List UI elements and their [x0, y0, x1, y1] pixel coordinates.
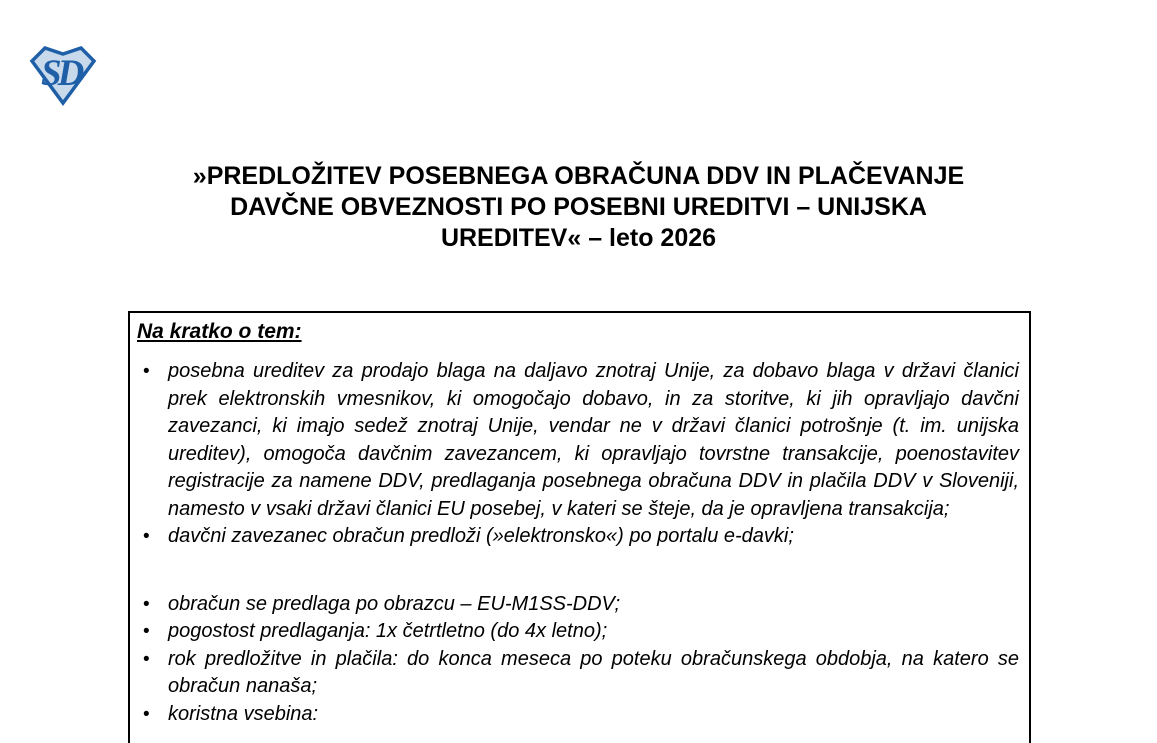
- bullet-icon: •: [143, 648, 150, 670]
- bullet-text: obračun se predlaga po obrazcu – EU-M1SS-DDV;: [168, 592, 621, 615]
- list-item: [137, 358, 1019, 523]
- bullet-text: rok predložitve in plačila: do konca meseca po poteku obračunskega obdobja, na katero se obračun nanaša;: [168, 647, 1019, 697]
- sd-shield-logo: [29, 45, 97, 107]
- bullet-icon: •: [143, 621, 150, 642]
- bullet-text: davčni zavezanec obračun predloži (»elektronsko«) po portalu e-davki;: [168, 525, 794, 547]
- svg-text:SD: SD: [41, 53, 81, 94]
- bullet-icon: •: [143, 593, 150, 615]
- bullet-icon: •: [143, 361, 150, 382]
- summary-box: [128, 311, 1031, 743]
- bullet-text: pogostost predlaganja: 1x četrtletno (do 4x letno);: [168, 620, 608, 642]
- bullet-icon: •: [143, 703, 150, 725]
- bullet-text: posebna ureditev za prodajo blaga na daljavo znotraj Unije, za dobavo blaga v državi članici prek elektronskih vmesnikov, ki omogočajo dobavo, in za storitve, ki jih opravljajo davčni zavezanci, ki imajo sedež znotraj Unije, vendar ne v državi članici potrošnje (t. im. unijska ureditev), omogoča davčnim zavezancem, ki opravljajo tovrstne transakcije, poenostavitev registracije za namene DDV, predlaganja posebnega obračuna DDV in plačila DDV v Sloveniji, namesto v vsaki državi članici EU posebej, v kateri se šteje, da je opravljena transakcija;: [168, 360, 1019, 520]
- list-item: [137, 618, 1019, 646]
- list-item: [137, 646, 1019, 701]
- page-title-line-1: »PREDLOŽITEV POSEBNEGA OBRAČUNA DDV IN PLAČEVANJE: [192, 162, 965, 190]
- list-item: [137, 701, 1019, 729]
- page-title: [0, 161, 1157, 254]
- summary-bullet-list: [137, 358, 1019, 728]
- sd-shield-icon: [29, 45, 97, 107]
- page-title-line-2: DAVČNE OBVEZNOSTI PO POSEBNI UREDITVI – UNIJSKA: [230, 193, 927, 221]
- list-item: [137, 591, 1019, 619]
- summary-heading: Na kratko o tem:: [137, 320, 302, 343]
- bullet-text: koristna vsebina:: [168, 702, 319, 725]
- page-title-line-3: UREDITEV« – leto 2026: [440, 224, 717, 252]
- list-item: [137, 523, 1019, 551]
- bullet-icon: •: [143, 526, 150, 547]
